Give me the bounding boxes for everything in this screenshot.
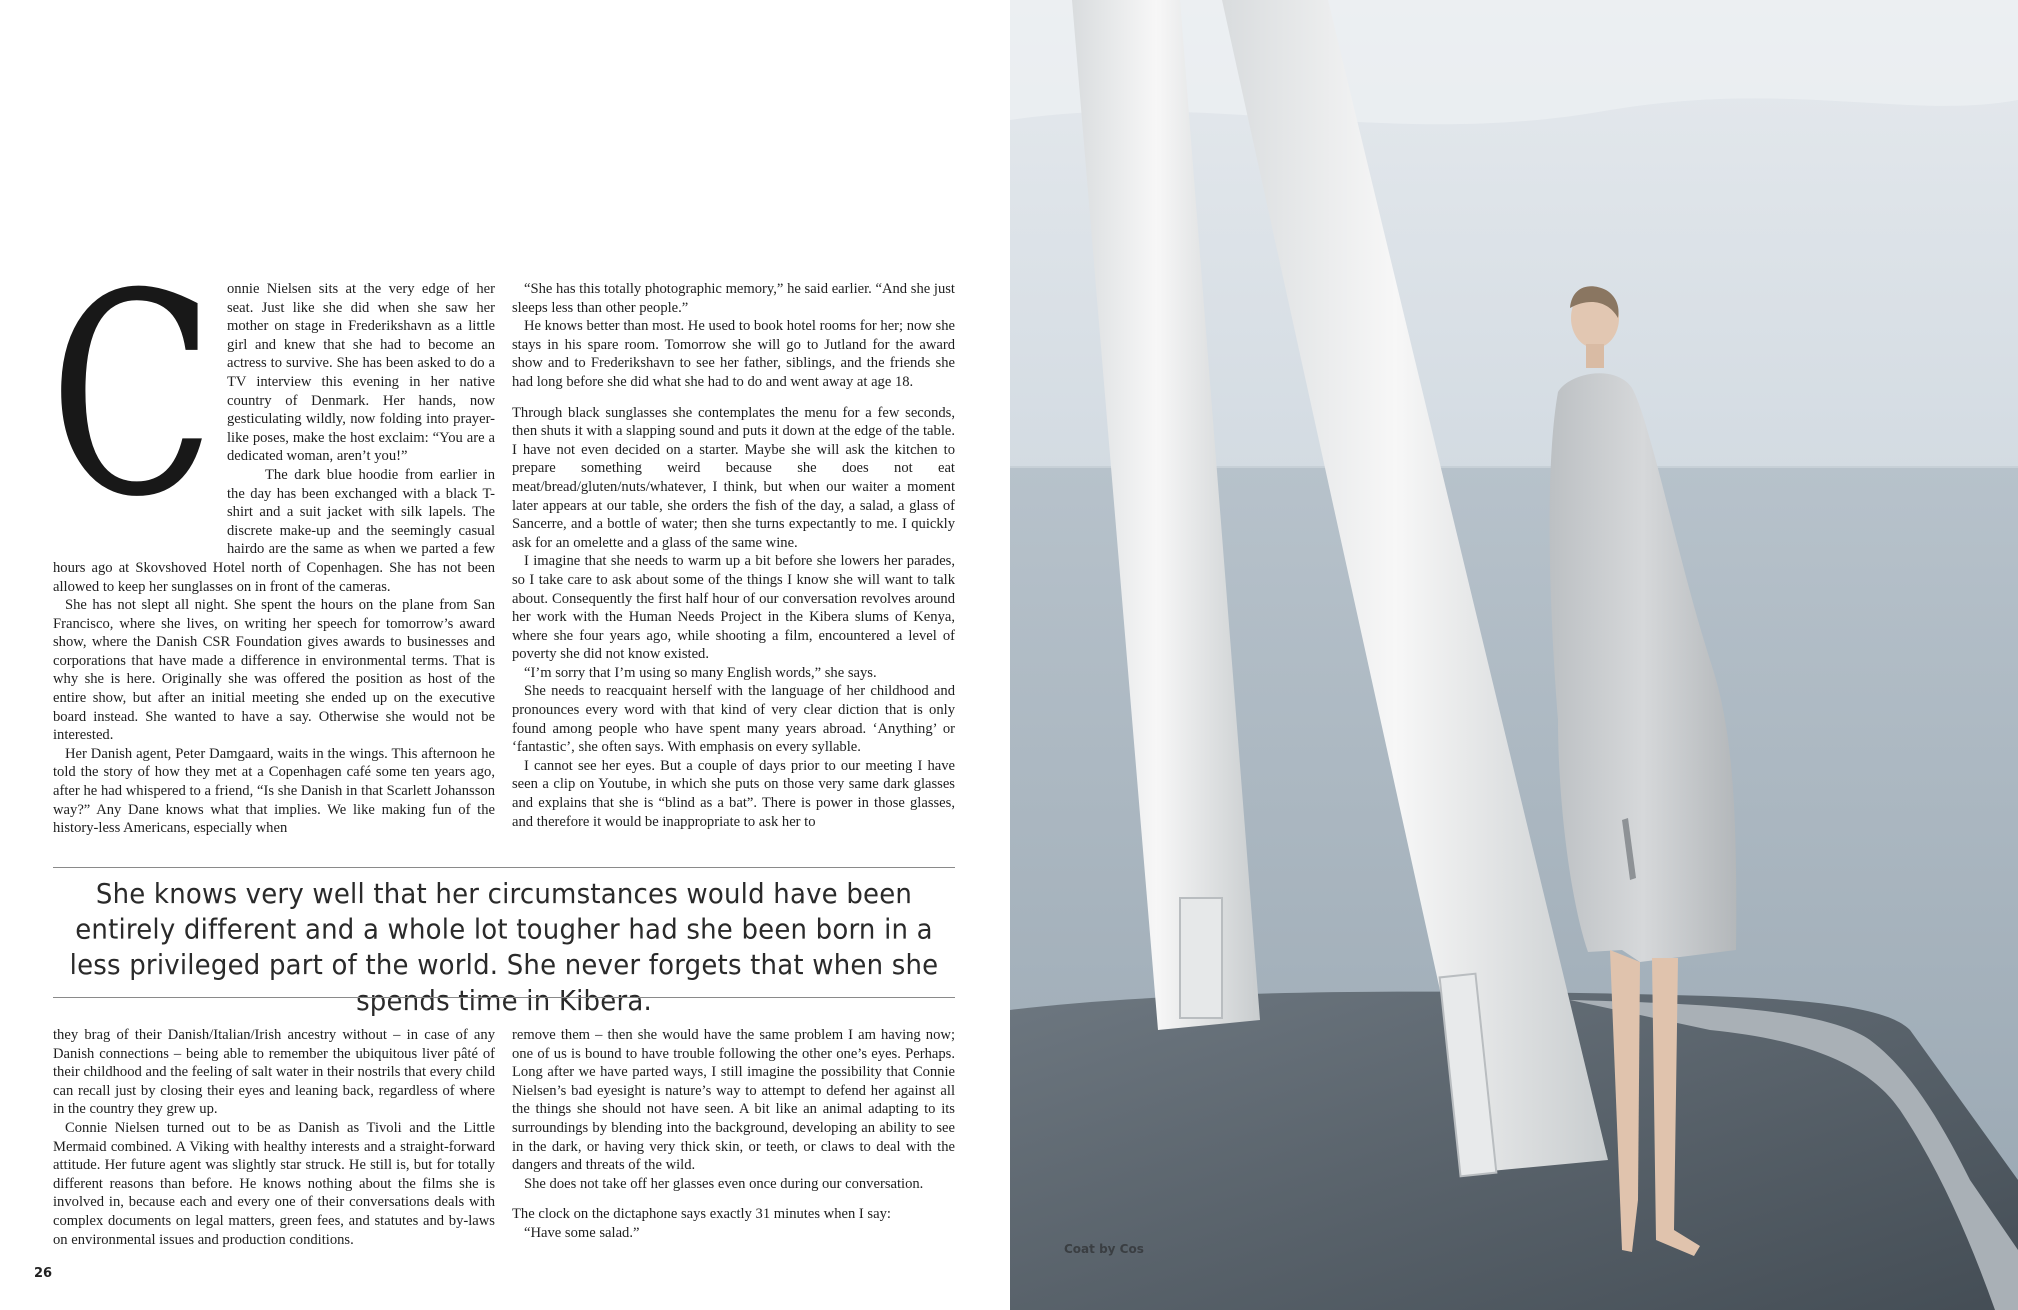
paragraph: onnie Nielsen sits at the very edge of her seat. Just like she did when she saw her mother on stage in Frederikshavn as a little girl and knew that she had to become an actress to survive. She has been asked to do a TV interview this evening in her native country of Denmark. Her hands, now gesticulating wildly, now folding into prayer-like poses, make the host exclaim: “You are a dedicated woman, aren’t you!” <box>227 281 495 465</box>
portrait-photo <box>1010 0 2018 1310</box>
page-number: 26 <box>34 1266 53 1281</box>
neck <box>1586 344 1604 368</box>
paragraph: The dark blue hoodie from earlier in the day has been exchanged with a black T-shirt and a suit jacket with silk lapels. The discrete make-up and the seemingly casual hairdo are the same as when we parted a few hours ago at Skovshoved Hotel north of Copenhagen. She has not been allowed to keep her sunglasses on in front of the cameras. <box>53 466 495 595</box>
pull-quote-rule-bottom <box>53 997 955 998</box>
article-column-3 <box>53 1026 495 1249</box>
drop-cap: C <box>49 234 215 558</box>
article-column-2 <box>512 280 955 831</box>
paragraph: Her Danish agent, Peter Damgaard, waits in the wings. This afternoon he told the story of how they met at a Copenhagen café some ten years ago, after he had whispered to a friend, “Is she Danish in that Scarlett Johansson way?” Any Dane knows what that implies. We like making fun of the history-less Americans, especially when <box>53 745 495 837</box>
photo-illustration <box>1010 0 2018 1310</box>
paragraph: they brag of their Danish/Italian/Irish ancestry without – in case of any Danish connections – being able to remember the ubiquitous liver pâté of their childhood and the feeling of salt water in their nostrils that every child can recall just by closing their eyes and leaning back, regardless of where in the country they grew up. <box>53 1027 495 1118</box>
paragraph: She needs to reacquaint herself with the language of her childhood and pronounces every word with that kind of very clear diction that is only found among people who have spent many years abroad. ‘Anything’ or ‘fantastic’, she often says. With emphasis on every syllable. <box>512 683 955 756</box>
paragraph: I imagine that she needs to warm up a bit before she lowers her parades, so I take care to ask about some of the things I know she will want to talk about. Consequently the first half hour of our conversation revolves around her work with the Human Needs Project in the Kibera slums of Kenya, where she four years ago, while shooting a film, encountered a level of poverty she did not know existed. <box>512 553 955 663</box>
paragraph: “Have some salad.” <box>524 1224 640 1241</box>
paragraph: She has not slept all night. She spent the hours on the plane from San Francisco, where she lives, on writing her speech for tomorrow’s award show, where the Danish CSR Foundation gives awards to businesses and corporations that have made a difference in environmental terms. That is why she is here. Originally she was offered the position as host of the entire show, but after an initial meeting she ended up on the executive board instead. She wanted to have a say. Otherwise she would not be interested. <box>53 597 495 744</box>
paragraph: “I’m sorry that I’m using so many English words,” she says. <box>524 664 877 681</box>
photo-credit: Coat by Cos <box>1064 1242 1144 1256</box>
paragraph: He knows better than most. He used to book hotel rooms for her; now she stays in his spare room. Tomorrow she will go to Jutland for the award show and to Frederikshavn to see her father, siblings, and the friends she had long before she did what she had to do and went away at age 18. <box>512 318 955 390</box>
paragraph: The clock on the dictaphone says exactly 31 minutes when I say: <box>512 1206 891 1223</box>
article-column-1 <box>49 234 495 838</box>
paragraph: “She has this totally photographic memory,” he said earlier. “And she just sleeps less than other people.” <box>512 281 955 316</box>
paragraph: Through black sunglasses she contemplates the menu for a few seconds, then shuts it with a slapping sound and puts it down at the edge of the table. I have not even decided on a starter. Maybe she will ask the kitchen to prepare something weird because she does not eat meat/bread/gluten/nuts/whatever, I think, but when our waiter a moment later appears at our table, she orders the fish of the day, a salad, a glass of Sancerre, and a bottle of water; then she turns expectantly to me. I quickly ask for an omelette and a glass of the same wine. <box>512 404 955 551</box>
paragraph: She does not take off her glasses even once during our conversation. <box>524 1175 924 1192</box>
paragraph: remove them – then she would have the same problem I am having now; one of us is bound to have trouble following the other one’s eyes. Perhaps. Long after we have parted ways, I still imagine the possibility that Connie Nielsen’s bad eyesight is nature’s way to attempt to defend her against all the things she should not have seen. A bit like an animal adapting to its surroundings by blending into the background, developing an ability to see in the dark, or having very thick skin, or teeth, or claws to deal with the dangers and threats of the wild. <box>512 1027 955 1174</box>
paragraph: I cannot see her eyes. But a couple of days prior to our meeting I have seen a clip on Youtube, in which she puts on those very same dark glasses and explains that she is “blind as a bat”. There is power in those glasses, and therefore it would be inappropriate to ask her to <box>512 757 955 830</box>
pull-quote: She knows very well that her circumstances would have been entirely different and a whole lot tougher had she been born in a less privileged part of the world. She never forgets that when she spends time in Kibera. <box>69 878 939 1018</box>
paragraph: Connie Nielsen turned out to be as Danish as Tivoli and the Little Mermaid combined. A Viking with healthy interests and a straight-forward attitude. Her future agent was slightly star struck. He still is, but for totally different reasons than before. He knows nothing about the films she is involved in, because each and every one of their conversations deals with complex documents on legal matters, green fees, and statutes and by-laws on environmental issues and production conditions. <box>53 1119 495 1248</box>
article-column-4 <box>512 1026 955 1243</box>
pull-quote-rule-top <box>53 867 955 868</box>
pillar-bracket <box>1180 898 1222 1018</box>
